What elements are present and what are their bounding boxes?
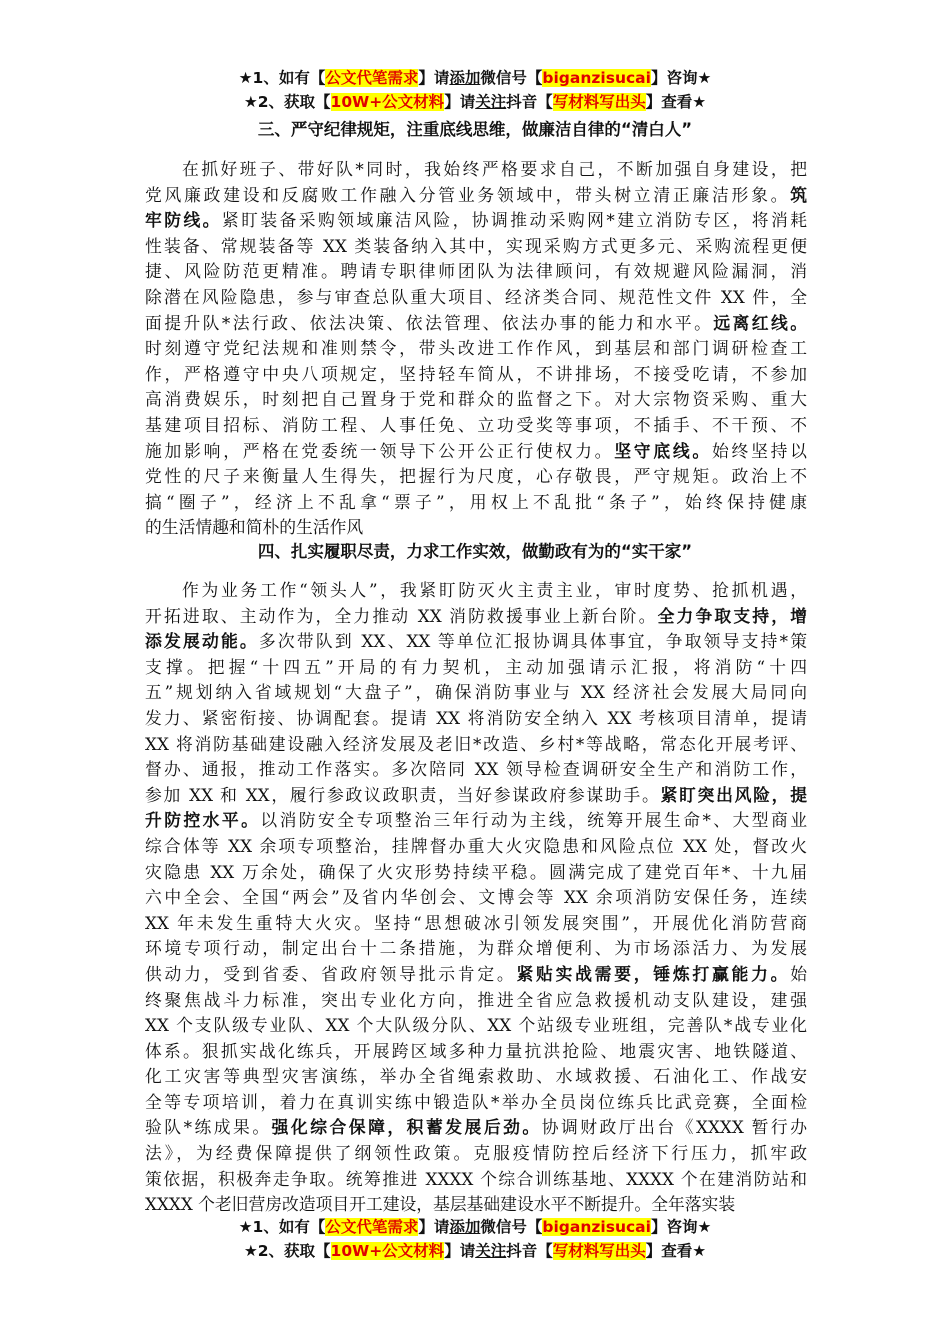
text-line	[145, 885, 807, 911]
promo-text: 微信号【	[480, 1218, 543, 1236]
text-run: 环境专项行动，制定出台十二条措施，为群众增便利、为市场添活力、为发展	[145, 938, 807, 959]
section-4-paragraph	[145, 578, 807, 1218]
highlighted-text: 公文代笔需求	[325, 1218, 419, 1236]
promo-text: 抖音【	[506, 1242, 553, 1260]
text-line	[145, 1064, 807, 1090]
promo-line-1	[0, 66, 950, 90]
promo-text: 】咨询★	[650, 1218, 712, 1236]
bold-lead-phrase: 紧贴实战需要，锤炼打赢能力。	[516, 963, 791, 984]
text-run: 化工灾害等典型灾害演练，举办全省绳索救助、水域救援、石油化工、作战安	[145, 1066, 807, 1087]
text-run: 以消防安全专项整治三年行动为主线，统筹开展生命*、大型商业	[260, 810, 807, 831]
text-run: 综合体等 XX 余项专项整治，挂牌督办重大火灾隐患和风险点位 XX 处，督改火	[145, 835, 807, 856]
text-run: 搞“圈子”，经济上不乱拿“票子”，用权上不乱批“条子”，始终保持健康	[145, 491, 807, 512]
text-line	[145, 1013, 807, 1039]
bold-lead-phrase: 筑	[790, 184, 807, 205]
text-run: 终聚焦战斗力标准，突出专业化方向，推进全省应急救援机动支队建设，建强	[145, 989, 807, 1010]
text-run: XX 个支队级专业队、XX 个大队级分队、XX 个站级专业班组，完善队*战专业化	[145, 1015, 807, 1036]
text-run: 的生活情趣和简朴的生活作风	[145, 517, 364, 538]
bold-lead-phrase: 远离红线。	[713, 312, 807, 333]
text-run: 验队*练成果。	[145, 1117, 272, 1138]
text-run: 全等专项培训，着力在真训实练中锻造队*举办全员岗位练兵比武竞赛，全面检	[145, 1091, 807, 1112]
text-line	[145, 1039, 807, 1065]
text-run: 始终坚持以	[711, 440, 807, 461]
text-run: 协调财政厅出台《XXXX 暂行办	[541, 1117, 807, 1138]
promo-text: 关注	[475, 1242, 507, 1260]
text-run: 六中全会、全国“两会”及省内华创会、文博会等 XX 余项消防安保任务，连续	[145, 887, 807, 908]
promo-text: 】查看★	[645, 93, 707, 111]
text-line	[145, 1141, 807, 1167]
promo-text: 】请	[444, 93, 476, 111]
text-line	[145, 757, 807, 783]
text-run: 五”规划纳入省域规划“大盘子”，确保消防事业与 XX 经济社会发展大局同向	[145, 682, 807, 703]
text-run: 施加影响，严格在党委统一领导下公开公正行使权力。	[145, 440, 615, 461]
text-line	[145, 259, 807, 285]
text-run: 在抓好班子、带好队*同时，我始终严格要求自己，不断加强自身建设，把	[182, 159, 807, 179]
promo-line-2	[0, 1239, 950, 1263]
text-run: 法》，为经费保障提供了纲领性政策。克服疫情防控后经济下行压力，抓牢政	[145, 1143, 807, 1164]
text-run: 策依据，积极奔走争取。统筹推进 XXXX 个综合训练基地、XXXX 个在建消防站和	[145, 1168, 807, 1189]
highlighted-text: biganzisucai	[542, 1218, 651, 1236]
promo-text: 】查看★	[645, 1242, 707, 1260]
promo-banner-top	[0, 66, 950, 114]
section-4-heading: 四、扎实履职尽责，力求工作实效，做勤政有为的“实干家”	[257, 542, 693, 561]
promo-line-2	[0, 90, 950, 114]
text-line	[145, 1090, 807, 1116]
text-run: 作为业务工作“领头人”，我紧盯防灭火主责主业，审时度势、抢抓机遇，	[182, 580, 807, 600]
text-line	[145, 285, 807, 311]
text-line	[145, 988, 807, 1014]
text-line	[145, 655, 807, 681]
promo-banner-bottom	[0, 1215, 950, 1263]
text-line	[145, 834, 807, 860]
text-run: 紧盯装备采购领域廉洁风险，协调推动采购网*建立消防专区，将消耗	[221, 210, 807, 231]
text-run: 始	[790, 963, 807, 984]
highlighted-text: 写材料写出头	[552, 1242, 646, 1260]
text-run: 供动力，受到省委、省政府领导批示肯定。	[145, 963, 517, 984]
text-run: XX 年未发生重特大火灾。坚持“思想破冰引领发展突围”，开展优化消防营商	[145, 912, 807, 933]
text-line	[145, 157, 807, 183]
text-line	[145, 808, 807, 834]
text-line	[145, 1192, 807, 1218]
text-run: XX 将消防基础建设融入经济发展及老旧*改造、乡村*等战略，常态化开展考评、	[145, 733, 807, 754]
text-run: 捷、风险防范更精准。聘请专职律师团队为法律顾问，有效规避风险漏洞，消	[145, 261, 807, 282]
promo-text: ★2、获取【	[243, 93, 331, 111]
promo-text: 】请	[444, 1242, 476, 1260]
text-line	[145, 911, 807, 937]
text-run: XXXX 个老旧营房改造项目开工建设，基层基础建设水平不断提升。全年落实装	[145, 1194, 736, 1215]
text-line	[145, 208, 807, 234]
text-line	[145, 783, 807, 809]
highlighted-text: 10W+公文材料	[330, 93, 445, 111]
highlighted-text: 写材料写出头	[552, 93, 646, 111]
text-run: 督办、通报，推动工作落实。多次陪同 XX 领导检查调研安全生产和消防工作，	[145, 759, 807, 780]
text-run: 党风廉政建设和反腐败工作融入分管业务领域中，带头树立清正廉洁形象。	[145, 184, 791, 205]
text-line	[145, 490, 807, 516]
highlighted-text: 公文代笔需求	[325, 69, 419, 87]
text-run: 多次带队到 XX、XX 等单位汇报协调具体事宜，争取领导支持*策	[258, 631, 807, 652]
section-3-paragraph	[145, 157, 807, 541]
text-line	[145, 578, 807, 604]
promo-text: 抖音【	[506, 93, 553, 111]
text-line	[145, 234, 807, 260]
text-run: 面提升队*法行政、依法决策、依法管理、依法办事的能力和水平。	[145, 312, 714, 333]
text-run: 高消费娱乐，时刻把自己置身于党和群众的监督之下。对大宗物资采购、重大	[145, 389, 807, 410]
text-line	[145, 515, 807, 541]
highlighted-text: biganzisucai	[542, 69, 651, 87]
text-line	[145, 604, 807, 630]
text-run: 作，严格遵守中央八项规定，坚持轻车简从，不讲排场，不接受吃请，不参加	[145, 363, 807, 384]
text-line	[145, 413, 807, 439]
text-run: 除潜在风险隐患，参与审查总队重大项目、经济类合同、规范性文件 XX 件，全	[145, 286, 807, 307]
bold-lead-phrase: 牢防线。	[145, 210, 222, 231]
bold-lead-phrase: 紧盯突出风险，提	[660, 784, 807, 805]
text-line	[145, 387, 807, 413]
text-line	[145, 706, 807, 732]
text-line	[145, 860, 807, 886]
promo-text: 关注	[475, 93, 507, 111]
text-line	[145, 336, 807, 362]
promo-text: ★1、如有【	[238, 69, 326, 87]
text-run: 时刻遵守党纪法规和准则禁令，带头改进工作作风，到基层和部门调研检查工	[145, 338, 807, 359]
text-line	[145, 464, 807, 490]
text-run: 开拓进取、主动作为，全力推动 XX 消防救援事业上新台阶。	[145, 605, 658, 626]
text-run: 发力、紧密衔接、协调配套。提请 XX 将消防安全纳入 XX 考核项目清单，提请	[145, 707, 807, 728]
text-line	[145, 439, 807, 465]
text-line	[145, 936, 807, 962]
bold-lead-phrase: 坚守底线。	[614, 440, 712, 461]
highlighted-text: 10W+公文材料	[330, 1242, 445, 1260]
section-3-heading: 三、严守纪律规矩，注重底线思维，做廉洁自律的“清白人”	[257, 120, 693, 139]
bold-lead-phrase: 全力争取支持，增	[657, 605, 807, 626]
text-run: 基建项目招标、消防工程、人事任免、立功受奖等事项，不插手、不干预、不	[145, 414, 807, 435]
text-run: 参加 XX 和 XX，履行参政议政职责，当好参谋政府参谋助手。	[145, 784, 661, 805]
text-run: 体系。狠抓实战化练兵，开展跨区域多种力量抗洪抢险、地震灾害、地铁隧道、	[145, 1040, 807, 1061]
promo-line-1	[0, 1215, 950, 1239]
text-line	[145, 1115, 807, 1141]
text-line	[145, 362, 807, 388]
text-run: 党性的尺子来衡量人生得失，把握行为尺度，心存敬畏，严守规矩。政治上不	[145, 466, 807, 487]
text-line	[145, 311, 807, 337]
bold-lead-phrase: 升防控水平。	[145, 810, 261, 831]
text-line	[145, 1167, 807, 1193]
promo-text: 】咨询★	[650, 69, 712, 87]
text-line	[145, 183, 807, 209]
promo-text: 添加	[449, 69, 481, 87]
promo-text: 】请	[418, 69, 450, 87]
text-run: 支撑。把握“十四五”开局的有力契机，主动加强请示汇报，将消防“十四	[145, 656, 807, 677]
promo-text: 添加	[449, 1218, 481, 1236]
text-line	[145, 962, 807, 988]
promo-text: 】请	[418, 1218, 450, 1236]
text-line	[145, 732, 807, 758]
text-run: 性装备、常规装备等 XX 类装备纳入其中，实现采购方式更多元、采购流程更便	[145, 235, 807, 256]
bold-lead-phrase: 强化综合保障，积蓄发展后劲。	[271, 1117, 542, 1138]
promo-text: ★2、获取【	[243, 1242, 331, 1260]
promo-text: ★1、如有【	[238, 1218, 326, 1236]
text-run: 灾隐患 XX 万余处，确保了火灾形势持续平稳。圆满完成了建党百年*、十九届	[145, 861, 807, 882]
promo-text: 微信号【	[480, 69, 543, 87]
text-line	[145, 680, 807, 706]
bold-lead-phrase: 添发展动能。	[145, 631, 259, 652]
text-line	[145, 629, 807, 655]
